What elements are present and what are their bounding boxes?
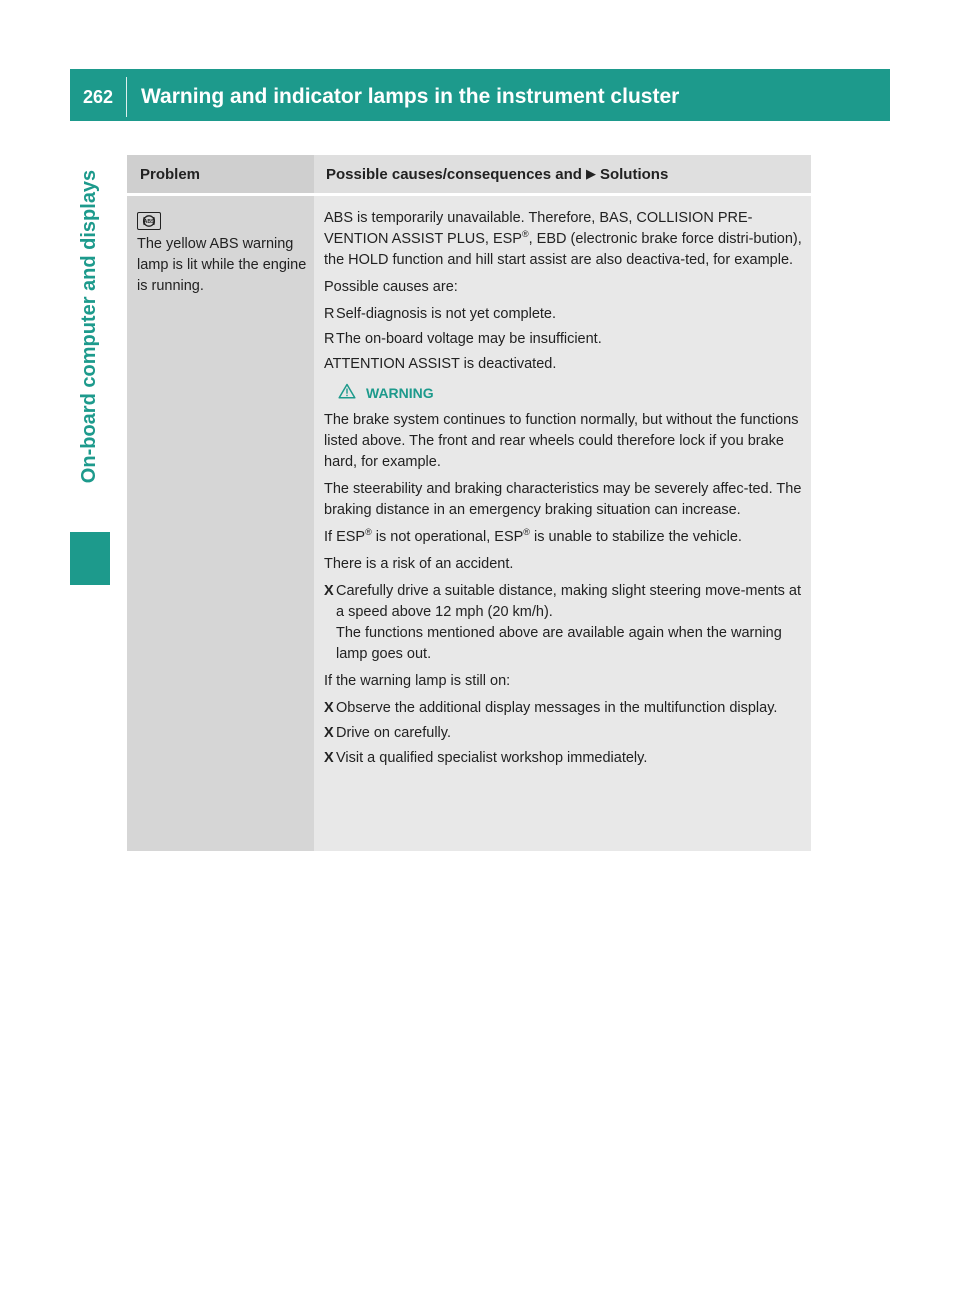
abs-intro [324, 208, 803, 271]
step-4: Visit a qualified specialist workshop immediately. [336, 750, 648, 766]
header-problem: Problem [127, 155, 314, 193]
step-1-b: The functions mentioned above are available again when the warning lamp goes out. [336, 625, 782, 662]
warning-p4: There is a risk of an accident. [324, 556, 514, 572]
header-solutions-suffix: Solutions [599, 165, 669, 183]
warning-p2: The steerability and braking characteristics may be severely affec-ted. The braking distance in an emergency braking situation can increase. [324, 481, 802, 518]
list-item [324, 304, 803, 325]
step-1 [336, 581, 803, 665]
step-2: Observe the additional display messages in the multifunction display. [336, 700, 778, 716]
bullet-mark: R [324, 306, 335, 322]
bullet-mark: R [324, 331, 335, 347]
still-on-text: If the warning lamp is still on: [324, 673, 511, 689]
warning-p3-c: is unable to stabilize the vehicle. [529, 529, 742, 545]
page-title: Warning and indicator lamps in the instrument cluster [141, 85, 680, 108]
header-solutions [314, 155, 811, 193]
svg-text:ABS: ABS [143, 219, 155, 225]
list-item [324, 581, 803, 665]
play-arrow-icon: ▶ [585, 166, 596, 181]
warning-heading [338, 383, 803, 402]
table-header-row [127, 155, 811, 193]
page-number: 262 [70, 77, 127, 117]
section-side-block [70, 532, 110, 585]
warning-p1: The brake system continues to function normally, but without the functions listed above. The front and rear wheels could therefore lock if you brake hard, for example. [324, 412, 799, 470]
warning-table [127, 155, 811, 851]
step-arrow-icon: X [324, 700, 334, 716]
registered-mark: ® [523, 527, 530, 538]
step-3: Drive on carefully. [336, 725, 451, 741]
abs-warning-icon [137, 212, 161, 230]
registered-mark: ® [521, 229, 529, 240]
list-item [324, 698, 803, 719]
list-item [324, 723, 803, 744]
list-item [324, 329, 803, 350]
solutions-cell [314, 196, 811, 851]
abs-intro-a: ABS is temporarily unavailable. Therefore, BAS, COLLISION PRE-VENTION ASSIST PLUS, ESP [324, 210, 753, 247]
problem-text: The yellow ABS warning lamp is lit while the engine is running. [137, 236, 307, 294]
causes-label: Possible causes are: [324, 279, 458, 295]
warning-p3-a: If ESP [324, 529, 366, 545]
cause-1: Self-diagnosis is not yet complete. [336, 306, 557, 322]
step-1-a: Carefully drive a suitable distance, making slight steering move-ments at a speed above 12 mph (20 km/h). [336, 583, 802, 620]
abs-intro-b: , EBD (electronic brake force distri-bution), the HOLD function and hill start assist are also deactiva-ted, for example. [324, 231, 802, 268]
section-side-tab [70, 121, 110, 531]
step-arrow-icon: X [324, 725, 334, 741]
list-item [324, 748, 803, 769]
warning-p3-b: is not operational, ESP [371, 529, 524, 545]
header-solutions-prefix: Possible causes/consequences and [326, 165, 582, 183]
registered-mark: ® [365, 527, 372, 538]
cause-2: The on-board voltage may be insufficient. [336, 331, 602, 347]
page-header [70, 69, 890, 121]
table-row [127, 193, 811, 851]
warning-triangle-icon [338, 383, 356, 402]
attention-text: ATTENTION ASSIST is deactivated. [324, 356, 557, 372]
section-side-label: On-board computer and displays [78, 169, 101, 483]
step-arrow-icon: X [324, 583, 334, 599]
step-arrow-icon: X [324, 750, 334, 766]
warning-label: WARNING [366, 384, 434, 401]
warning-p3 [324, 527, 803, 548]
problem-cell [127, 196, 314, 851]
